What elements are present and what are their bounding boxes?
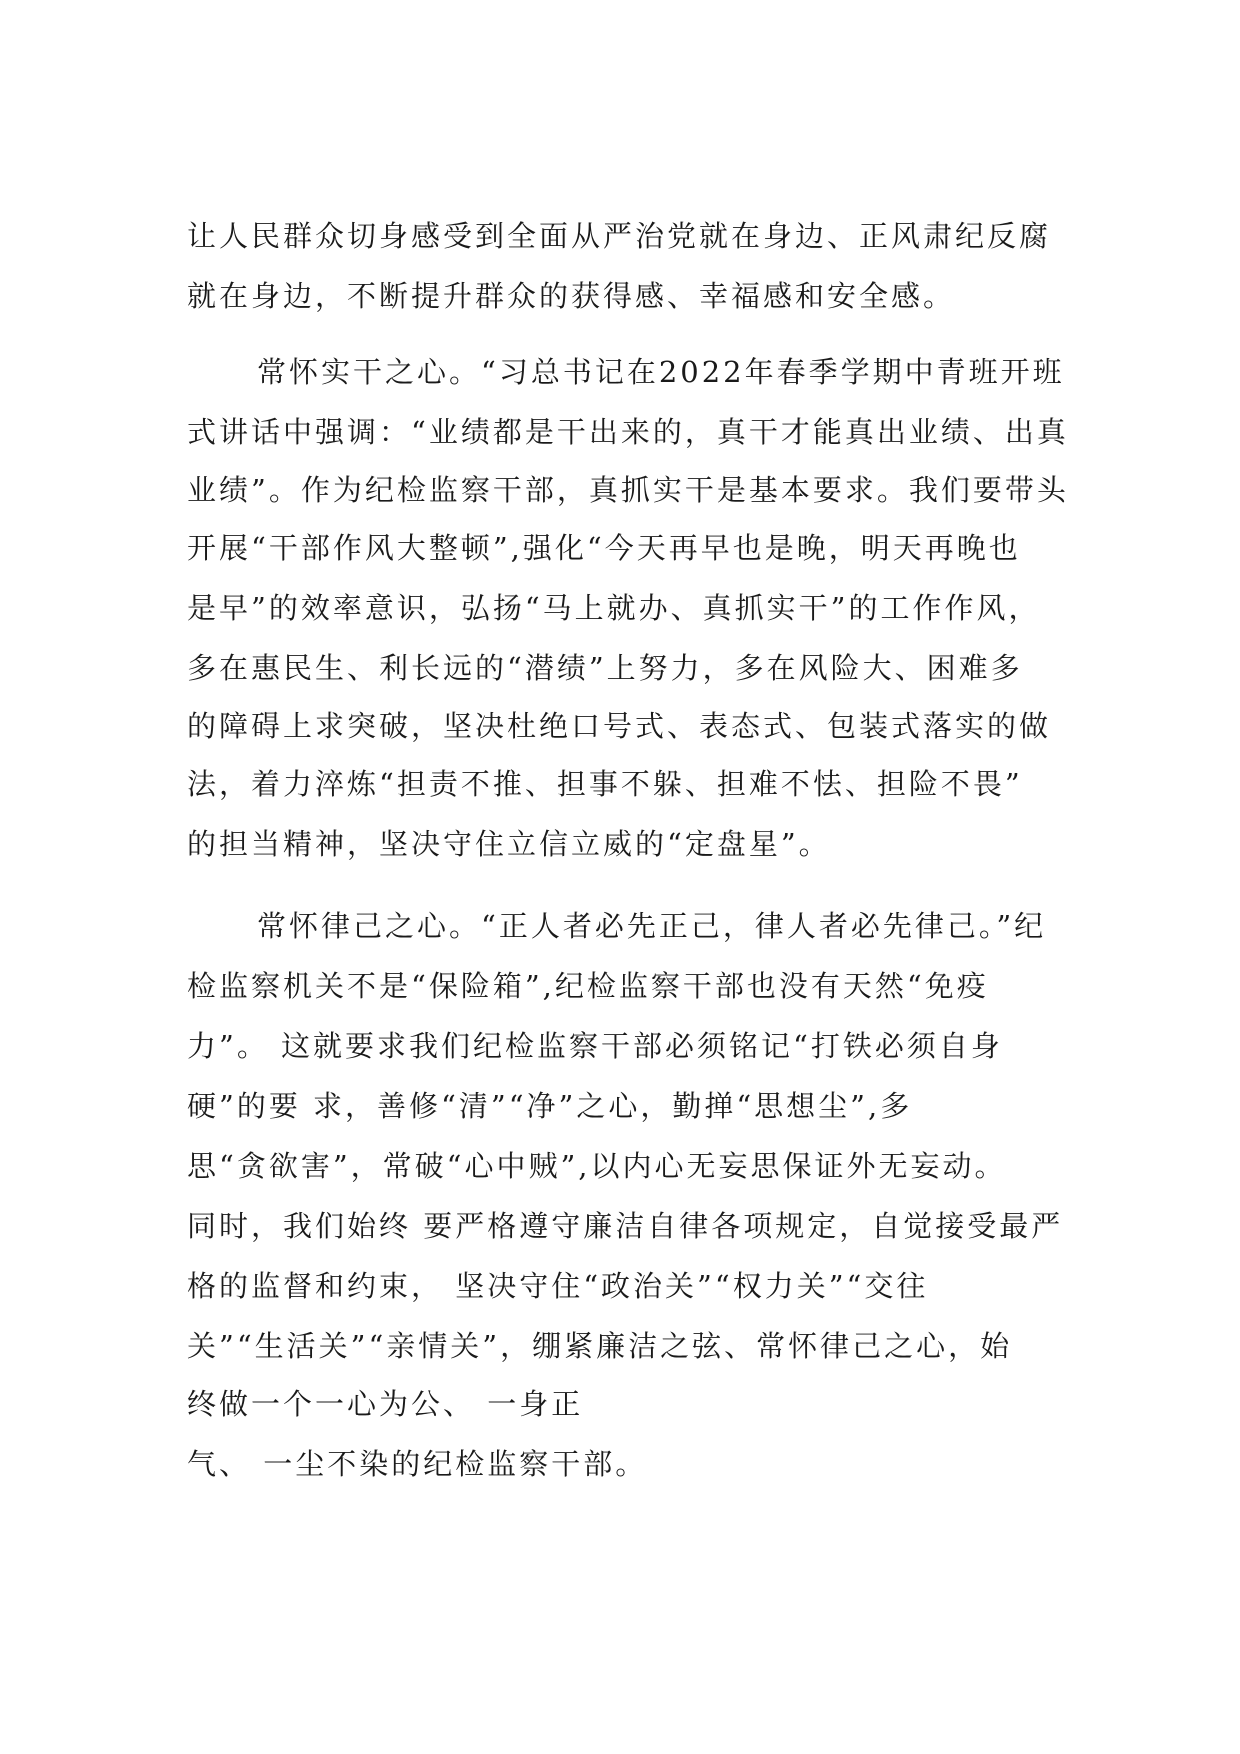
text-line: 思“贪欲害”，常破“心中贼”,以内心无妄思保证外无妄动。 bbox=[187, 1149, 1007, 1183]
text-line: 力”。 这就要求我们纪检监察干部必须铭记“打铁必须自身 bbox=[187, 1029, 1003, 1063]
text-line: 关”“生活关”“亲情关”，绷紧廉洁之弦、常怀律己之心，始 bbox=[187, 1329, 1013, 1363]
text-line: 终做一个一心为公、 一身正 bbox=[187, 1387, 584, 1421]
paragraph-start-line: 常怀律己之心。“正人者必先正己，律人者必先律己。”纪 bbox=[257, 909, 1047, 943]
text-line: 硬”的要 求，善修“清”“净”之心，勤掸“思想尘”,多 bbox=[187, 1089, 913, 1123]
text-line: 的障碍上求突破，坚决杜绝口号式、表态式、包装式落实的做 bbox=[187, 709, 1052, 743]
text-line: 业绩”。作为纪检监察干部，真抓实干是基本要求。我们要带头 bbox=[187, 473, 1069, 507]
text-line: 同时，我们始终 要严格遵守廉洁自律各项规定，自觉接受最严 bbox=[187, 1209, 1064, 1243]
text-line: 是早”的效率意识，弘扬“马上就办、真抓实干”的工作作风， bbox=[187, 591, 1041, 625]
text-line: 检监察机关不是“保险箱”,纪检监察干部也没有天然“免疫 bbox=[187, 969, 989, 1003]
text-line: 让人民群众切身感受到全面从严治党就在身边、正风肃纪反腐 bbox=[187, 219, 1052, 253]
paragraph-start-line: 常怀实干之心。“习总书记在2022年春季学期中青班开班 bbox=[257, 355, 1065, 389]
text-line: 多在惠民生、利长远的“潜绩”上努力，多在风险大、困难多 bbox=[187, 651, 1023, 685]
text-line: 气、 一尘不染的纪检监察干部。 bbox=[187, 1447, 648, 1481]
text-line: 开展“干部作风大整顿”,强化“今天再早也是晚，明天再晚也 bbox=[187, 531, 1021, 565]
text-line: 格的监督和约束， 坚决守住“政治关”“权力关”“交往 bbox=[187, 1269, 929, 1303]
text-line: 就在身边，不断提升群众的获得感、幸福感和安全感。 bbox=[187, 279, 956, 313]
text-line: 的担当精神，坚决守住立信立威的“定盘星”。 bbox=[187, 827, 831, 861]
text-line: 式讲话中强调：“业绩都是干出来的，真干才能真出业绩、出真 bbox=[187, 415, 1069, 449]
text-line: 法，着力淬炼“担责不推、担事不躲、担难不怯、担险不畏” bbox=[187, 767, 1023, 801]
